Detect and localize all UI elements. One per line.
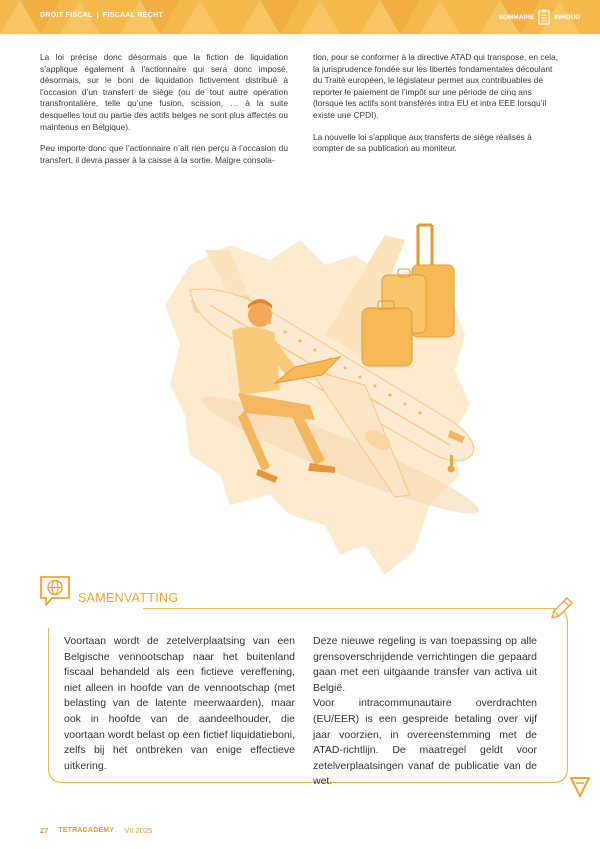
issue-label: VII 2025 [124, 826, 153, 835]
section-separator: | [96, 12, 99, 19]
table-of-contents-link[interactable] [499, 9, 580, 25]
tetracademy-logo: TETRACADEMY [58, 827, 115, 834]
suitcase-small [362, 301, 412, 366]
summary-paragraph: Voortaan wordt de zetelverplaatsing van een Belgische vennootschap naar het buitenland fiscaal behandeld als een fictieve vereffening, niet alleen in hoofde van de vennootschap (met belasting van de latente meerwaarden), maar ook in hoofde van de aandeelhouder, die voortaan wordt belast op een fictief liquidatieboni, zelfs bij het ontbreken van enige effectieve uitkering. [64, 635, 295, 772]
header-section-title [40, 12, 163, 19]
page-footer [40, 826, 152, 835]
clipboard-icon[interactable] [538, 9, 550, 25]
summary-column-right [313, 634, 537, 790]
nav-sommaire[interactable]: SOMMAIRE [498, 13, 535, 21]
globe-speech-icon [38, 574, 72, 608]
article-paragraph: Peu importe donc que l’actionnaire n’ait rien perçu à l’occasion du transfert, il devra passer à la caisse à la sortie. Maigre consola- [40, 143, 288, 165]
nav-inhoud[interactable]: INHOUD [554, 13, 580, 21]
page-header [0, 0, 600, 34]
article-column-left [40, 52, 288, 176]
section-fr: DROIT FISCAL [40, 12, 93, 19]
article-paragraph: tion, pour se conformer à la directive ATAD qui transpose, en cela, la jurisprudence fondée sur les libertés fondamentales découlant du Traité européen, le législateur permet aux contribuables de reporter le paiement de l’impôt sur une période de cinq ans (lorsque les actifs sont transférés intra EU et intra EEE lorsqu’il existe une CPDI). [313, 52, 559, 120]
summary-column-left [64, 634, 295, 774]
airplane-travel-illustration [150, 205, 490, 580]
summary-title: SAMENVATTING [78, 591, 179, 605]
pencil-icon [548, 596, 574, 622]
page-number: 27 [40, 826, 49, 835]
article-column-right [313, 52, 561, 165]
summary-paragraph: Voor intracommunautaire overdrachten (EU/EER) is een gespreide betaling over vijf jaar voorzien, in overeenstemming met de ATAD-richtlijn. De maatregel geldt voor zetelverplaatsingen vanaf de publicatie van de wet. [313, 697, 537, 788]
tetra-corner-logo-icon [570, 776, 590, 798]
summary-paragraph: Deze nieuwe regeling is van toepassing op alle grensoverschrijdende verrichtingen die gepaard gaan met een uitgaande transfer van activa uit België. [313, 635, 537, 694]
section-nl: FISCAAL RECHT [102, 12, 164, 19]
article-paragraph: La nouvelle loi s’applique aux transferts de siège réalisés à compter de sa publication au moniteur. [313, 131, 532, 154]
article-paragraph: La loi précise donc désormais que la fiction de liquidation s’applique également à l’actionnaire qui sera donc imposé, désormais, sur le boni de liquidation fictivement distribué à l’occasion d’un transfert de siège (ou de tout autre opération transfrontalière, telle qu’une fusion, scission, … à la suite desquelles tout ou partie des actifs belges ne sont plus affectés ou maintenus en Belgique). [40, 52, 288, 132]
